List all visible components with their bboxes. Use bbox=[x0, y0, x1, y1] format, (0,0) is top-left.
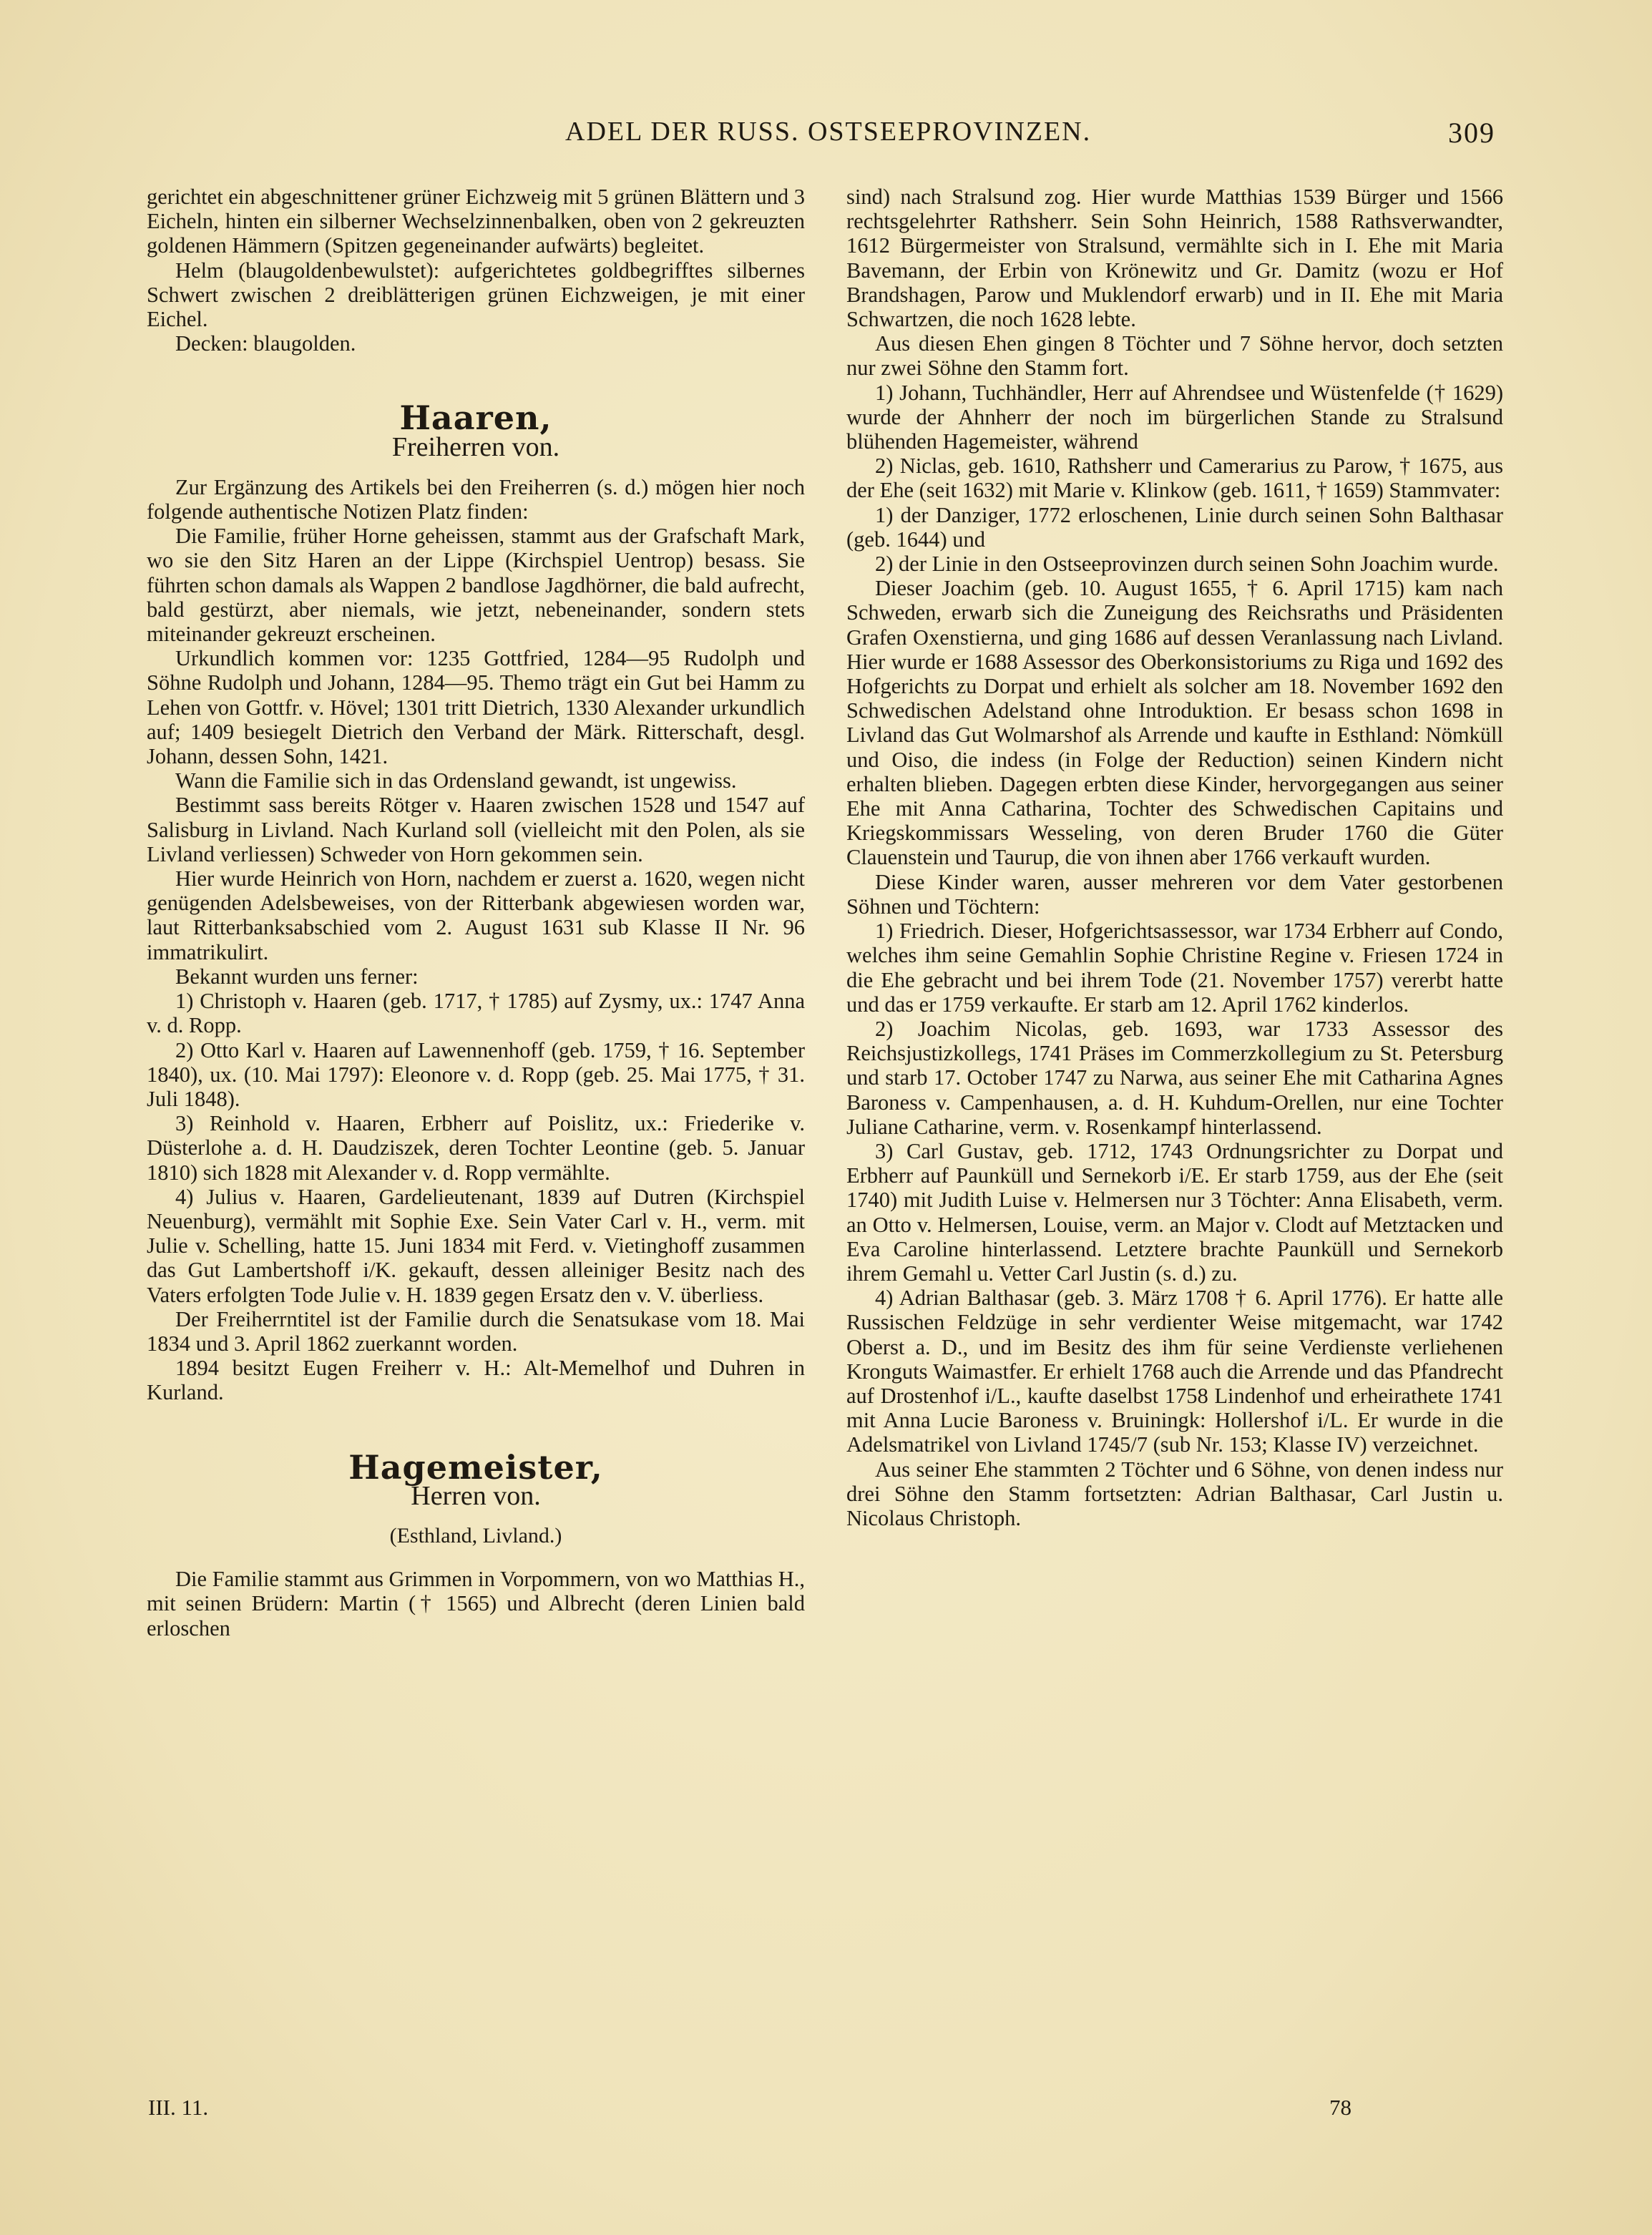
page-number: 309 bbox=[1448, 117, 1495, 149]
running-title: ADEL DER RUSS. OSTSEEPROVINZEN. bbox=[565, 117, 1092, 147]
list-entry: 1) Johann, Tuchhändler, Herr auf Ahrendsee und Wüstenfelde († 1629) wurde der Ahnherr der noch im bürgerlichen Stande zu Stralsund blühenden Hagemeister, während bbox=[846, 380, 1503, 454]
list-entry: 1) der Danziger, 1772 erloschenen, Linie durch seinen Sohn Balthasar (geb. 1644) und bbox=[846, 502, 1503, 552]
list-entry: 3) Carl Gustav, geb. 1712, 1743 Ordnungsrichter zu Dorpat und Erbherr auf Paunküll und Sernekorb i/E. Er starb 1759, aus der Ehe (seit 1740) mit Judith Luise v. Helmersen nur 3 Töchter: Anna Elisabeth, verm. an Otto v. Helmersen, Louise, verm. an Major v. Clodt auf Metztacken und Eva Caroline hinterlassend. Letztere brachte Paunküll und Sernekorb ihrem Gemahl u. Vetter Carl Justin (s. d.) zu. bbox=[846, 1138, 1503, 1286]
intro-paragraph: gerichtet ein abgeschnittener grüner Eichzweig mit 5 grünen Blättern und 3 Eicheln, hinten ein silberner Wechselzinnenbalken, oben von 2 gekreuzten goldenen Hämmern (Spitzen gegeneinander aufwärts) begleitet. bbox=[147, 185, 805, 258]
list-entry: 1) Friedrich. Dieser, Hofgerichtsassessor, war 1734 Erbherr auf Condo, welches ihm seine Gemahlin Sophie Christine Regine v. Friesen 1724 in die Ehe gebracht und bei ihrem Tode (21. November 1757) vererbt hatte und das er 1759 verkaufte. Er starb am 12. April 1762 kinderlos. bbox=[846, 919, 1503, 1017]
signature-mark: III. 11. bbox=[148, 2095, 209, 2120]
body-paragraph: sind) nach Stralsund zog. Hier wurde Matthias 1539 Bürger und 1566 rechtsgelehrter Rathsherr. Sein Sohn Heinrich, 1588 Rathsverwandter, 1612 Bürgermeister von Stralsund, vermählte sich in I. Ehe mit Maria Bavemann, der Erbin von Krönewitz und Gr. Damitz (wozu er Hof Brandshagen, Parow und Muklendorf erwarb) und in II. Ehe mit Maria Schwartzen, die noch 1628 lebte. bbox=[846, 185, 1503, 332]
list-entry: 2) Otto Karl v. Haaren auf Lawennenhoff (geb. 1759, † 16. September 1840), ux. (10. Mai 1797): Eleonore v. d. Ropp (geb. 25. Mai 1775, † 31. Juli 1848). bbox=[147, 1037, 805, 1111]
body-paragraph: Diese Kinder waren, ausser mehreren vor dem Vater gestorbenen Söhnen und Töchtern: bbox=[846, 869, 1503, 919]
intro-paragraph: Decken: blaugolden. bbox=[175, 331, 356, 356]
body-paragraph: Aus seiner Ehe stammten 2 Töchter und 6 Söhne, von denen indess nur drei Söhne den Stamm fortsetzten: Adrian Balthasar, Carl Justin u. Nicolaus Christoph. bbox=[846, 1457, 1503, 1530]
list-entry: 4) Adrian Balthasar (geb. 3. März 1708 † 6. April 1776). Er hatte alle Russischen Feldzüge in sehr verdienter Weise mitgemacht, war 1742 Oberst a. D., und im Besitz des ihm für seine Verdienste verliehenen Kronguts Waimastfer. Er erhielt 1768 auch die Arrende und das Pfandrecht auf Drostenhof i/L., kaufte daselbst 1758 Lindenhof und erheirathete 1741 mit Anna Lucie Baroness v. Bruiningk: Hollershof i/L. Er wurde in die Adelsmatrikel von Livland 1745/7 (sub Nr. 153; Klasse IV) verzeichnet. bbox=[846, 1286, 1503, 1457]
body-paragraph: Bestimmt sass bereits Rötger v. Haaren zwischen 1528 und 1547 auf Salisburg in Livland. Nach Kurland soll (vielleicht mit den Polen, als sie Livland verliessen) Schweder von Horn gekommen sein. bbox=[147, 793, 805, 866]
section-subtitle-hagemeister: Herren von. bbox=[411, 1480, 541, 1511]
section-region: (Esthland, Livland.) bbox=[389, 1523, 562, 1547]
body-paragraph: Wann die Familie sich in das Ordensland gewandt, ist ungewiss. bbox=[175, 768, 737, 793]
body-paragraph: Urkundlich kommen vor: 1235 Gottfried, 1284—95 Rudolph und Söhne Rudolph und Johann, 1284—95. Themo trägt ein Gut bei Hamm zu Lehen von Gottfr. v. Hövel; 1301 tritt Dietrich, 1330 Alexander urkundlich auf; 1409 besiegelt Dietrich den Verband der Märk. Ritterschaft, desgl. Johann, dessen Sohn, 1421. bbox=[147, 646, 805, 769]
body-paragraph: Die Familie stammt aus Grimmen in Vorpommern, von wo Matthias H., mit seinen Brüdern: Martin († 1565) und Albrecht (deren Linien bald erloschen bbox=[147, 1567, 805, 1640]
sheet-number: 78 bbox=[1329, 2095, 1352, 2120]
section-title-haaren: Haaren, bbox=[399, 398, 552, 438]
body-paragraph: Hier wurde Heinrich von Horn, nachdem er zuerst a. 1620, wegen nicht genügenden Adelsbeweises, von der Ritterbank abgewiesen worden war, laut Ritterbanksabschied vom 2. August 1631 sub Klasse II Nr. 96 immatrikulirt. bbox=[147, 866, 805, 964]
body-paragraph: Die Familie, früher Horne geheissen, stammt aus der Grafschaft Mark, wo sie den Sitz Haren an der Lippe (Kirchspiel Uentrop) besass. Sie führten schon damals als Wappen 2 bandlose Jagdhörner, die bald aufrecht, bald gestürzt, aber niemals, wie jetzt, nebeneinander, sondern stets miteinander gekreuzt erscheinen. bbox=[147, 524, 805, 647]
body-paragraph: 1894 besitzt Eugen Freiherr v. H.: Alt-Memelhof und Duhren in Kurland. bbox=[147, 1356, 805, 1405]
body-paragraph: Der Freiherrntitel ist der Familie durch die Senatsukase vom 18. Mai 1834 und 3. April 1862 zuerkannt worden. bbox=[147, 1306, 805, 1356]
section-subtitle-haaren: Freiherren von. bbox=[391, 431, 560, 462]
list-entry: 2) Niclas, geb. 1610, Rathsherr und Camerarius zu Parow, † 1675, aus der Ehe (seit 1632) mit Marie v. Klinkow (geb. 1611, † 1659) Stammvater: bbox=[846, 454, 1503, 503]
left-column bbox=[147, 185, 805, 1640]
body-paragraph: Aus diesen Ehen gingen 8 Töchter und 7 Söhne hervor, doch setzten nur zwei Söhne den Stamm fort. bbox=[846, 331, 1503, 381]
right-column bbox=[846, 185, 1503, 1530]
intro-paragraph: Helm (blaugoldenbewulstet): aufgerichtetes goldbegrifftes silbernes Schwert zwischen 2 dreiblätterigen grünen Eichzweigen, je mit einer Eichel. bbox=[147, 258, 805, 332]
body-paragraph: Dieser Joachim (geb. 10. August 1655, † 6. April 1715) kam nach Schweden, erwarb sich die Zuneigung des Reichsraths und Präsidenten Grafen Oxenstierna, und ging 1686 auf dessen Veranlassung nach Livland. Hier wurde er 1688 Assessor des Oberkonsistoriums zu Riga und 1692 des Hofgerichts zu Dorpat und erhielt als solcher am 18. November 1692 den Schwedischen Adelstand ohne Introduktion. Er besass schon 1698 in Livland das Gut Wolmarshof als Arrende und kaufte in Esthland: Nömküll und Oiso, die indess (in Folge der Reduction) seinen Kindern nicht erhalten blieben. Dagegen erbten diese Kinder, hervorgegangen aus seiner Ehe mit Anna Catharina, Tochter des Schwedischen Capitains und Kriegskommissars Wesseling, von deren Bruder 1760 die Güter Clauenstein und Taurup, die von ihnen aber 1766 verkauft wurden. bbox=[846, 576, 1503, 870]
list-entry: 2) der Linie in den Ostseeprovinzen durch seinen Sohn Joachim wurde. bbox=[875, 552, 1499, 577]
body-paragraph: Bekannt wurden uns ferner: bbox=[175, 964, 419, 989]
list-entry: 2) Joachim Nicolas, geb. 1693, war 1733 Assessor des Reichsjustizkollegs, 1741 Präses im Commerzkollegium zu St. Petersburg und starb 17. October 1747 zu Narwa, aus seiner Ehe mit Catharina Agnes Baroness v. Campenhausen, a. d. H. Kuhdum-Orellen, nur eine Tochter Juliane Catharine, verm. v. Rosenkampf hinterlassend. bbox=[846, 1016, 1503, 1139]
list-entry: 3) Reinhold v. Haaren, Erbherr auf Poislitz, ux.: Friederike v. Düsterlohe a. d. H. Daudziszek, deren Tochter Leontine (geb. 5. Januar 1810) sich 1828 mit Alexander v. d. Ropp vermählte. bbox=[147, 1111, 805, 1185]
list-entry: 1) Christoph v. Haaren (geb. 1717, † 1785) auf Zysmy, ux.: 1747 Anna v. d. Ropp. bbox=[147, 989, 805, 1038]
section-title-hagemeister: Hagemeister, bbox=[348, 1447, 603, 1487]
list-entry: 4) Julius v. Haaren, Gardelieutenant, 1839 auf Dutren (Kirchspiel Neuenburg), vermählt mit Sophie Exe. Sein Vater Carl v. H., verm. mit Julie v. Schelling, hatte 15. Juni 1834 mit Ferd. v. Vietinghoff zusammen das Gut Lambertshoff i/K. gekauft, dessen alleiniger Besitz nach des Vaters erfolgten Tode Julie v. H. 1839 gegen Ersatz den v. V. überliess. bbox=[147, 1184, 805, 1307]
body-paragraph: Zur Ergänzung des Artikels bei den Freiherren (s. d.) mögen hier noch folgende authentische Notizen Platz finden: bbox=[147, 474, 805, 524]
